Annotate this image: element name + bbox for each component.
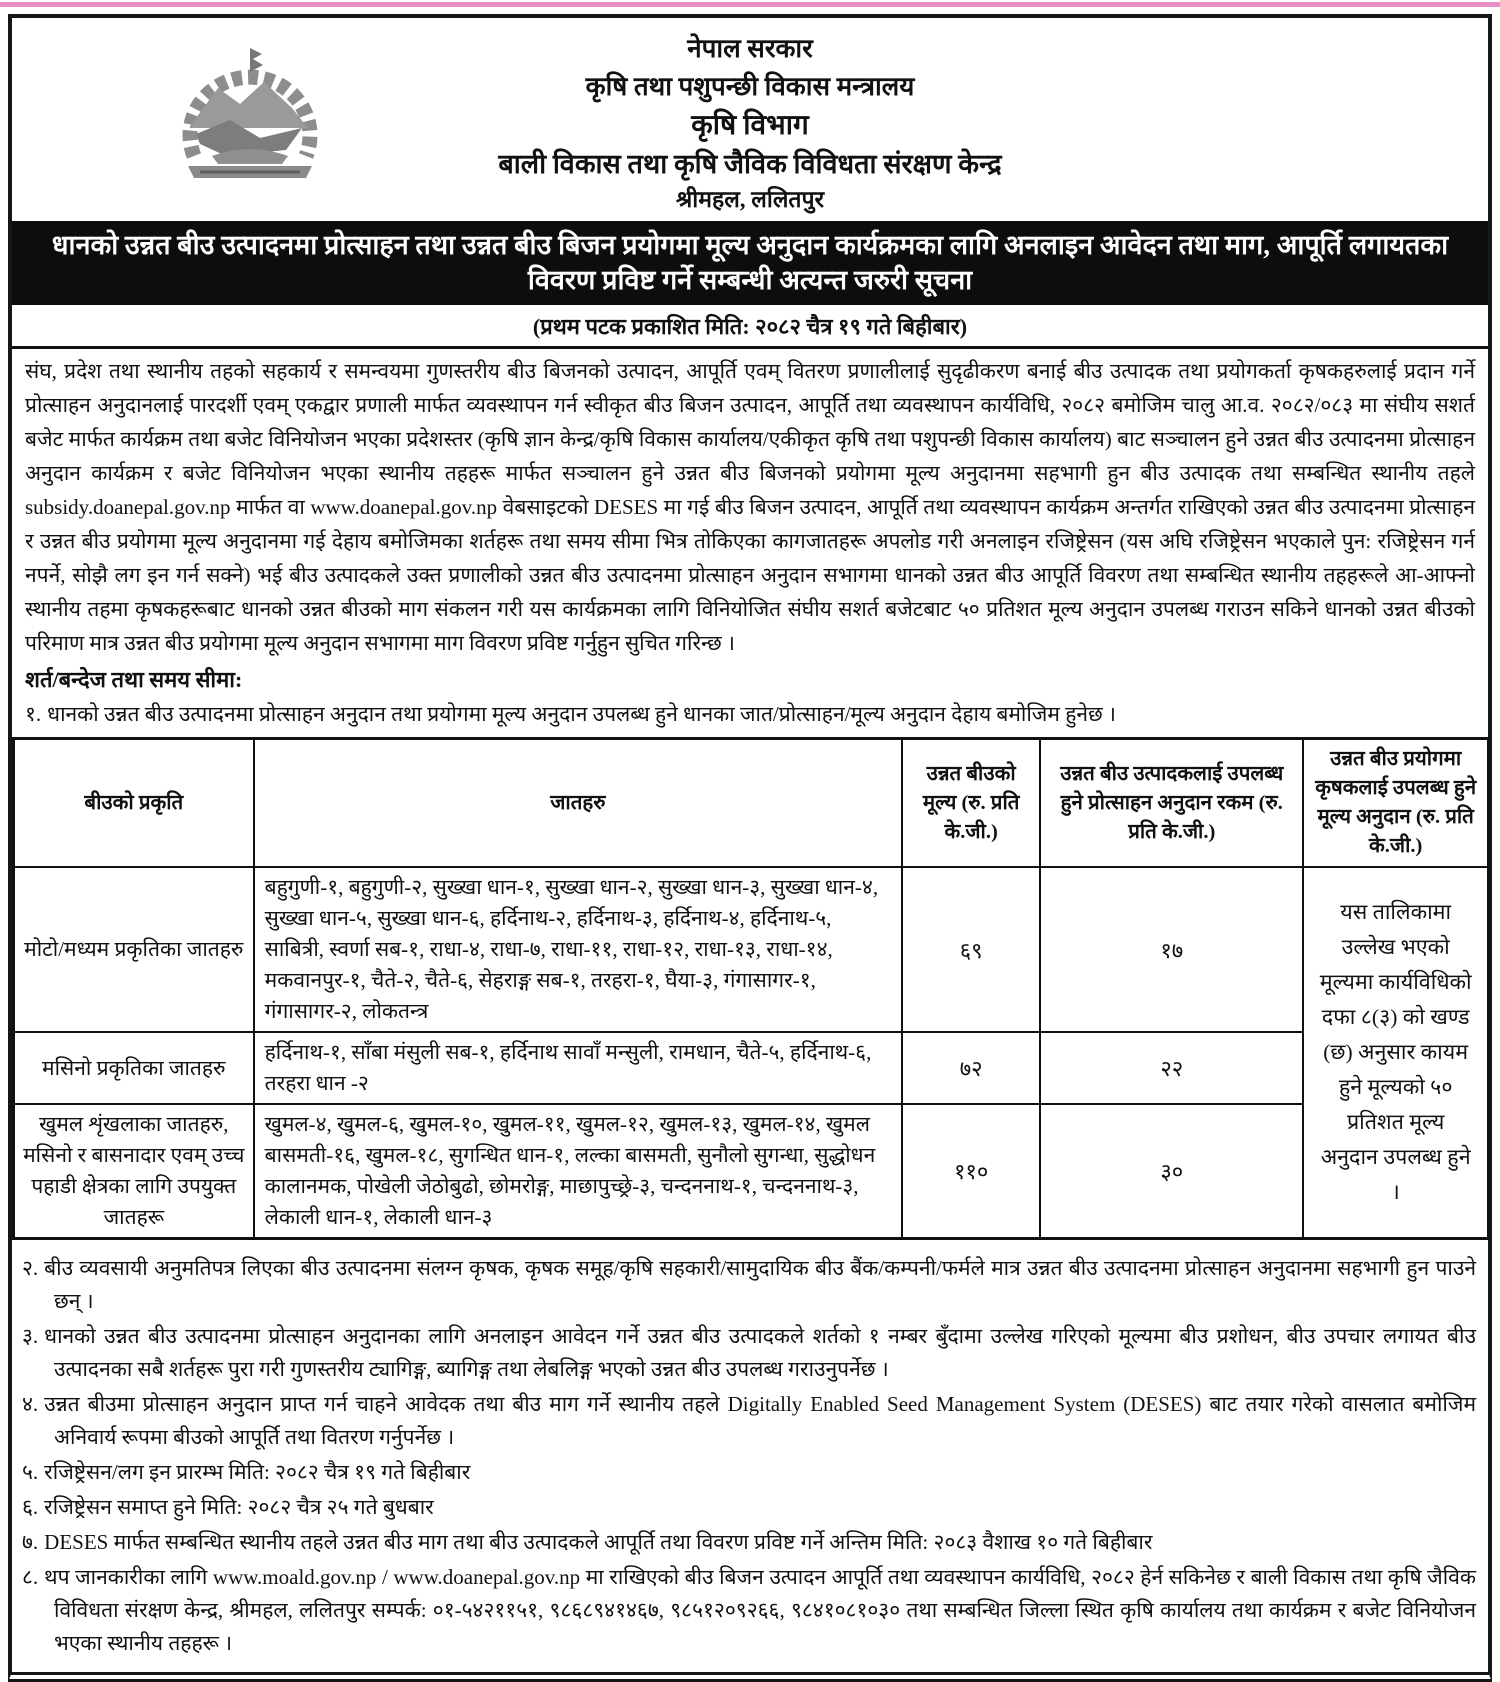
condition-item-5-text: रजिष्ट्रेसन/लग इन प्रारम्भ मिति: २०८२ चैत्र १९ गते बिहीबार (44, 1460, 471, 1484)
row1-varieties: बहुगुणी-१, बहुगुणी-२, सुख्खा धान-१, सुख्खा धान-२, सुख्खा धान-३, सुख्खा धान-४, सुख्खा धान-५, सुख्खा धान-६, हर्दिनाथ-२, हर्दिनाथ-३, हर्दिनाथ-४, हर्दिनाथ-५, साबित्री, स्वर्णा सब-१, राधा-४, राधा-७, राधा-११, राधा-१२, राधा-१३, राधा-१४, मकवानपुर-१, चैते-२, चैते-६, सेहराङ्ग सब-१, तरहरा-१, घैया-३, गंगासागर-१, गंगासागर-२, लोकतन्त्र (254, 867, 902, 1032)
department-title: कृषि विभाग (691, 110, 809, 141)
table-row (14, 1032, 1489, 1104)
col-header-seed-nature: बीउको प्रकृति (14, 739, 254, 868)
row2-varieties: हर्दिनाथ-१, साँबा मंसुली सब-१, हर्दिनाथ सावाँ मन्सुली, रामधान, चैते-५, हर्दिनाथ-६, तरहरा धान -२ (254, 1032, 902, 1104)
row2-incentive: २२ (1040, 1032, 1303, 1104)
condition-item-4-number: ४. (22, 1392, 39, 1416)
intro-paragraph: संघ, प्रदेश तथा स्थानीय तहको सहकार्य र समन्वयमा गुणस्तरीय बीउ बिजनको उत्पादन, आपूर्ति एवम् वितरण प्रणालीलाई सुदृढीकरण बनाई बीउ उत्पादक तथा प्रयोगकर्ता कृषकहरुलाई प्रदान गर्ने प्रोत्साहन अनुदानलाई पारदर्शी एवम् एकद्वार प्रणाली मार्फत व्यवस्थापन गर्न स्वीकृत बीउ बिजन उत्पादन, आपूर्ति तथा व्यवस्थापन कार्यविधि, २०८२ बमोजिम चालु आ.व. २०८२/०८३ मा संघीय सशर्त बजेट मार्फत कार्यक्रम तथा बजेट विनियोजन भएका प्रदेशस्तर (कृषि ज्ञान केन्द्र/कृषि विकास कार्यालय/एकीकृत कृषि तथा पशुपन्छी विकास कार्यालय) बाट सञ्चालन हुने उन्नत बीउ उत्पादनमा प्रोत्साहन अनुदान कार्यक्रम र बजेट विनियोजन भएका स्थानीय तहहरू मार्फत सञ्चालन हुने उन्नत बीउ बिजनको प्रयोगमा मूल्य अनुदानमा सहभागी हुन बीउ उत्पादक तथा सम्बन्धित स्थानीय तहले subsidy.doanepal.gov.np मार्फत वा www.doanepal.gov.np वेबसाइटको DESES मा गई बीउ बिजन उत्पादन, आपूर्ति तथा व्यवस्थापन कार्यक्रम अन्तर्गत राखिएको उन्नत बीउ उत्पादनमा प्रोत्साहन र उन्नत बीउ प्रयोगमा मूल्य अनुदानमा गई देहाय बमोजिमका शर्तहरू तथा समय सीमा भित्र तोकिएका कागजातहरू अपलोड गरी अनलाइन रजिष्ट्रेसन (यस अघि रजिष्ट्रेसन भएकाले पुन: रजिष्ट्रेसन गर्न नपर्ने, सोझै लग इन गर्न सक्ने) भई बीउ उत्पादकले उक्त प्रणालीको उन्नत बीउ उत्पादनमा प्रोत्साहन अनुदान सभागमा धानको उन्नत बीउ आपूर्ति विवरण तथा सम्बन्धित स्थानीय तहहरूले आ-आफ्नो स्थानीय तहमा कृषकहरूबाट धानको उन्नत बीउको माग संकलन गरी यस कार्यक्रमका लागि विनियोजित संघीय सशर्त बजेटबाट ५० प्रतिशत मूल्य अनुदान उपलब्ध गराउन सकिने धानको उन्नत बीउको परिमाण मात्र उन्नत बीउ प्रयोगमा मूल्य अनुदान सभागमा माग विवरण प्रविष्ट गर्नुहुन सुचित गरिन्छ । (25, 359, 1475, 655)
seed-subsidy-table (12, 737, 1490, 1240)
notice-document (8, 14, 1492, 1682)
col-header-producer-incentive: उन्नत बीउ उत्पादकलाई उपलब्ध हुने प्रोत्साहन अनुदान रकम (रु. प्रति के.जी.) (1040, 739, 1303, 868)
condition-item-3-text: धानको उन्नत बीउ उत्पादनमा प्रोत्साहन अनुदानका लागि अनलाइन आवेदन गर्ने उन्नत बीउ उत्पादकले शर्तको १ नम्बर बुँदामा उल्लेख गरिएको मूल्यमा बीउ प्रशोधन, बीउ उपचार लगायत बीउ उत्पादनका सबै शर्तहरू पुरा गरी गुणस्तरीय ट्यागिङ्ग, ब्यागिङ्ग तथा लेबलिङ्ग भएको उन्नत बीउ उपलब्ध गराउनुपर्नेछ । (44, 1324, 1476, 1381)
condition-item-5 (22, 1456, 1476, 1489)
gov-title: नेपाल सरकार (687, 34, 813, 63)
condition-item-7-text: DESES मार्फत सम्बन्धित स्थानीय तहले उन्नत बीउ माग तथा बीउ उत्पादकले आपूर्ति तथा विवरण प्रविष्ट गर्ने अन्तिम मिति: २०८३ वैशाख १० गते बिहीबार (44, 1530, 1153, 1554)
condition-item-8-text: थप जानकारीका लागि www.moald.gov.np / www.doanepal.gov.np मा राखिएको बीउ बिजन उत्पादन आपूर्ति तथा व्यवस्थापन कार्यविधि, २०८२ हेर्न सकिनेछ र बाली विकास तथा कृषि जैविक विविधता संरक्षण केन्द्र, श्रीमहल, ललितपुर सम्पर्क: ०१-५४२११५१, ९८६८९४१४६७, ९८५१२०९२६६, ९८४१०८१०३० तथा सम्बन्धित जिल्ला स्थित कृषि कार्यालय तथा कार्यक्रम र बजेट विनियोजन भएका स्थानीय तहहरू । (44, 1565, 1476, 1655)
condition-item-8-number: ८. (22, 1565, 39, 1589)
document-header (12, 18, 1488, 221)
ministry-title: कृषि तथा पशुपन्छी विकास मन्त्रालय (585, 72, 915, 101)
notice-title-banner: धानको उन्नत बीउ उत्पादनमा प्रोत्साहन तथा उन्नत बीउ बिजन प्रयोगमा मूल्य अनुदान कार्यक्रमका लागि अनलाइन आवेदन तथा माग, आपूर्ति लगायतका विवरण प्रविष्ट गर्ने सम्बन्धी अत्यन्त जरुरी सूचना (12, 221, 1488, 305)
col-header-user-subsidy: उन्नत बीउ प्रयोगमा कृषकलाई उपलब्ध हुने मूल्य अनुदान (रु. प्रति के.जी.) (1303, 739, 1488, 868)
row3-price: ११० (902, 1104, 1040, 1239)
condition-item-7 (22, 1526, 1476, 1559)
condition-item-2 (22, 1252, 1476, 1318)
row3-seed-nature: खुमल शृंखलाका जातहरु, मसिनो र बासनादार एवम् उच्च पहाडी क्षेत्रका लागि उपयुक्त जातहरू (14, 1104, 254, 1239)
pink-top-divider (0, 2, 1500, 7)
condition-item-8 (22, 1561, 1476, 1660)
table-header-row (14, 739, 1489, 868)
merged-subsidy-note: यस तालिकामा उल्लेख भएको मूल्यमा कार्यविधिको दफा ८(३) को खण्ड (छ) अनुसार कायम हुने मूल्यको ५० प्रतिशत मूल्य अनुदान उपलब्ध हुने । (1303, 867, 1488, 1239)
published-date-line: (प्रथम पटक प्रकाशित मिति: २०८२ चैत्र १९ गते बिहीबार) (12, 305, 1488, 349)
row2-price: ७२ (902, 1032, 1040, 1104)
condition-item-1-text: धानको उन्नत बीउ उत्पादनमा प्रोत्साहन अनुदान तथा प्रयोगमा मूल्य अनुदान उपलब्ध हुने धानका जात/प्रोत्साहन/मूल्य अनुदान देहाय बमोजिम हुनेछ । (47, 702, 1116, 726)
condition-item-6-text: रजिष्ट्रेसन समाप्त हुने मिति: २०८२ चैत्र २५ गते बुधबार (44, 1495, 434, 1519)
col-header-seed-price: उन्नत बीउको मूल्य (रु. प्रति के.जी.) (902, 739, 1040, 868)
condition-item-5-number: ५. (22, 1460, 39, 1484)
table-row (14, 1104, 1489, 1239)
row2-seed-nature: मसिनो प्रकृतिका जातहरु (14, 1032, 254, 1104)
condition-item-1 (12, 696, 1488, 735)
row1-incentive: १७ (1040, 867, 1303, 1032)
conditions-heading: शर्त/बन्देज तथा समय सीमा: (25, 667, 243, 692)
conditions-list (12, 1244, 1488, 1672)
condition-item-6 (22, 1491, 1476, 1524)
row1-seed-nature: मोटो/मध्यम प्रकृतिका जातहरु (14, 867, 254, 1032)
condition-item-6-number: ६. (22, 1495, 39, 1519)
condition-item-2-text: बीउ व्यवसायी अनुमतिपत्र लिएका बीउ उत्पादनमा संलग्न कृषक, कृषक समूह/कृषि सहकारी/सामुदायिक बीउ बैंक/कम्पनी/फर्मले मात्र उन्नत बीउ उत्पादनमा प्रोत्साहन अनुदानमा सहभागी हुन पाउने छन् । (44, 1256, 1476, 1313)
condition-item-3-number: ३. (22, 1324, 39, 1348)
condition-item-4 (22, 1388, 1476, 1454)
row3-varieties: खुमल-४, खुमल-६, खुमल-१०, खुमल-११, खुमल-१२, खुमल-१३, खुमल-१४, खुमल बासमती-१६, खुमल-१८, सुगन्धित धान-१, लल्का बासमती, सुनौलो सुगन्धा, सुद्धोधन कालानमक, पोखेली जेठोबुढो, छोमरोङ्ग, माछापुच्छ्रे-३, चन्दननाथ-१, चन्दननाथ-३, लेकाली धान-१, लेकाली धान-३ (254, 1104, 902, 1239)
location-line: श्रीमहल, ललितपुर (675, 187, 825, 212)
table-row (14, 867, 1489, 1032)
col-header-varieties: जातहरु (254, 739, 902, 868)
condition-item-7-number: ७. (22, 1530, 39, 1554)
condition-item-4-text: उन्नत बीउमा प्रोत्साहन अनुदान प्राप्त गर्न चाहने आवेदक तथा बीउ माग गर्ने स्थानीय तहले Digitally Enabled Seed Management System (DESES) बाट तयार गरेको वासलात बमोजिम अनिवार्य रूपमा बीउको आपूर्ति तथा वितरण गर्नुपर्नेछ । (44, 1392, 1476, 1449)
nepal-coat-of-arms-logo (160, 44, 340, 186)
condition-item-2-number: २. (22, 1256, 39, 1280)
row3-incentive: ३० (1040, 1104, 1303, 1239)
condition-item-3 (22, 1320, 1476, 1386)
condition-item-1-number: १. (25, 702, 42, 726)
row1-price: ६९ (902, 867, 1040, 1032)
center-title: बाली विकास तथा कृषि जैविक विविधता संरक्षण केन्द्र (498, 149, 1002, 179)
